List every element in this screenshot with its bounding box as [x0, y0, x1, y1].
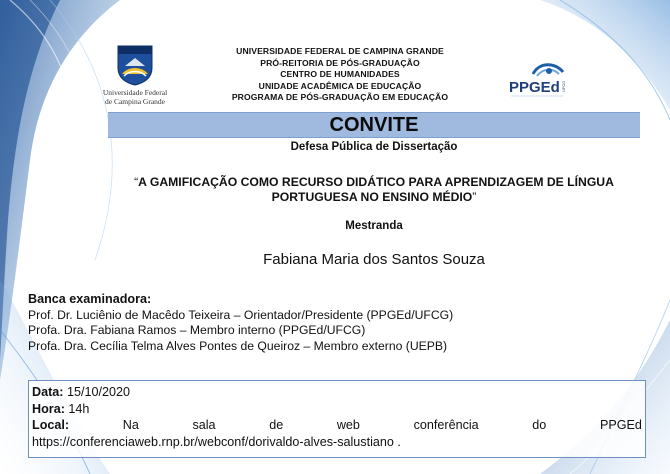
thesis-line-2	[108, 190, 640, 205]
ufcg-caption-line1: Universidade Federal	[102, 88, 168, 97]
institution-line: UNIVERSIDADE FEDERAL DE CAMPINA GRANDE	[236, 46, 444, 56]
date-row	[32, 384, 642, 401]
event-details-box	[28, 380, 646, 458]
page-title: CONVITE	[329, 114, 419, 136]
ppged-logo-icon	[505, 60, 575, 100]
board-member: Prof. Dr. Luciênio de Macêdo Teixeira – Orientador/Presidente (PPGEd/UFCG)	[28, 307, 454, 322]
ppged-logo-text: PPGEd	[509, 79, 560, 96]
ppged-logo-sub: UFCG	[561, 80, 566, 92]
place-word: sala	[192, 418, 216, 432]
ufcg-caption-line2: de Campina Grande	[105, 97, 165, 106]
date-value: 15/10/2020	[63, 385, 131, 399]
role-label: Mestranda	[345, 220, 403, 232]
place-word: de	[269, 418, 284, 432]
institution-line: UNIDADE ACADÊMICA DE EDUCAÇÃO	[258, 80, 422, 91]
ufcg-caption	[100, 88, 170, 106]
place-label: Local:	[32, 418, 70, 432]
board-member: Profa. Dra. Cecília Telma Alves Pontes de Queiroz – Membro externo (UEPB)	[28, 338, 448, 353]
invite-title-bar	[108, 112, 640, 138]
date-label: Data:	[32, 385, 64, 399]
close-quote: ”	[472, 190, 477, 204]
thesis-line-1	[108, 175, 640, 190]
thesis-title	[108, 175, 640, 205]
student-name: Fabiana Maria dos Santos Souza	[263, 251, 485, 268]
institution-line: PRÓ-REITORIA DE PÓS-GRADUAÇÃO	[260, 57, 420, 68]
place-word: conferência	[413, 418, 479, 432]
thesis-line-1-text: A GAMIFICAÇÃO COMO RECURSO DIDÁTICO PARA APRENDIZAGEM DE LÍNGUA	[138, 175, 614, 189]
place-row	[32, 417, 642, 434]
open-quote: “	[134, 175, 139, 189]
institution-line: PROGRAMA DE PÓS-GRADUAÇÃO EM EDUCAÇÃO	[231, 92, 449, 103]
subtitle: Defesa Pública de Dissertação	[290, 141, 458, 153]
ufcg-logo	[100, 44, 170, 106]
board-member: Profa. Dra. Fabiana Ramos – Membro interno (PPGEd/UFCG)	[28, 323, 366, 338]
time-value: 14h	[64, 401, 90, 416]
time-row	[32, 401, 642, 418]
examining-board	[28, 292, 648, 354]
institution-line: CENTRO DE HUMANIDADES	[280, 69, 400, 80]
ufcg-shield-icon	[116, 44, 154, 86]
place-word: Na	[122, 418, 139, 432]
board-title: Banca examinadora:	[28, 292, 152, 306]
thesis-line-2-text: PORTUGUESA NO ENSINO MÉDIO	[271, 190, 473, 204]
place-url[interactable]: https://conferenciaweb.rnp.br/webconf/dorivaldo-alves-salustiano .	[32, 434, 401, 449]
place-word: PPGEd	[599, 418, 642, 432]
place-word: do	[532, 418, 547, 432]
place-word: web	[336, 418, 360, 432]
institution-block	[190, 46, 490, 104]
time-label: Hora:	[32, 401, 65, 416]
ppged-logo	[505, 60, 575, 100]
